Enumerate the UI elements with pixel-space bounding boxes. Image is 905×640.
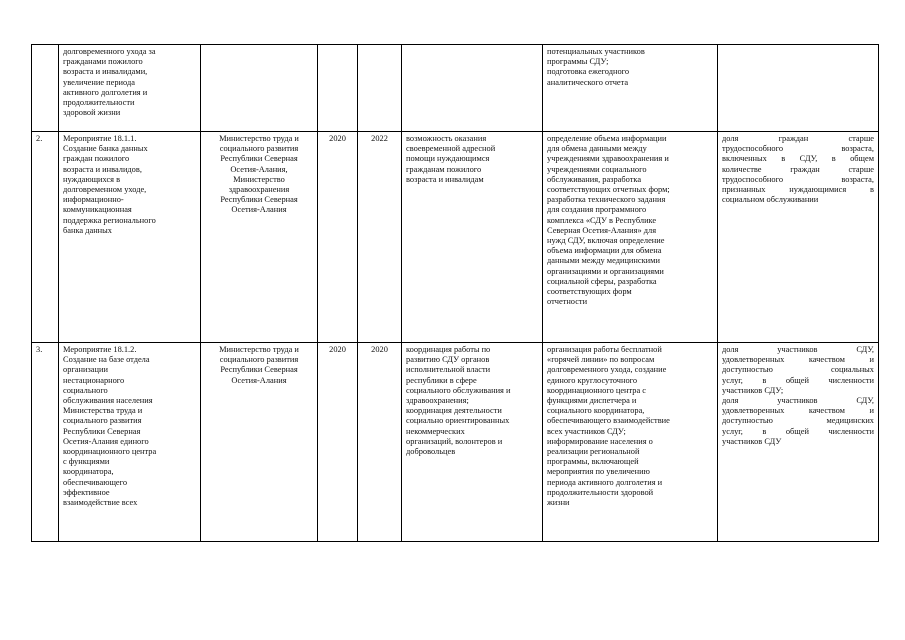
cell-text-line: удовлетворенных качеством и [722, 406, 874, 416]
cell-text-line: Создание банка данных [63, 144, 148, 154]
cell-text-line: здоровой жизни [63, 108, 121, 118]
cell-text-line: информирование населения о [547, 436, 653, 446]
cell-text-line: потенциальных участников [547, 47, 645, 56]
cell-text-line: активного долголетия и [63, 87, 148, 97]
cell-text-line: Республики Северная [220, 154, 298, 164]
cell-text-line: возраста и инвалидам [406, 174, 484, 184]
cell-text-line: соответствующих отчетных форм; [547, 185, 670, 195]
cell-text-line: поддержка регионального [63, 215, 156, 225]
cell-text-line: программы СДУ; [547, 57, 609, 67]
cell-text-line: гражданам пожилого [406, 164, 482, 174]
measure-cell [59, 45, 201, 132]
content-cell [543, 132, 718, 343]
cell-text-line: социального развития [63, 416, 142, 426]
cell-text-line: Создание на базе отдела [63, 355, 150, 365]
cell-text-line: соответствующих форм [547, 287, 632, 297]
cell-text-line: Мероприятие 18.1.2. [63, 345, 137, 354]
cell-text-line: здравоохранения; [406, 396, 469, 406]
cell-text-line: республики в сфере [406, 375, 477, 385]
row-number-cell [32, 45, 59, 132]
cell-text-line: аналитического отчета [547, 77, 629, 87]
cell-text-line: участников СДУ [722, 436, 782, 446]
cell-text-line: доля граждан старше [722, 134, 874, 143]
cell-text-line: граждан пожилого [63, 154, 130, 164]
cell-text-line: обеспечивающего взаимодействие [547, 416, 670, 426]
cell-text-line: удовлетворенных качеством и [722, 355, 874, 365]
table-row [32, 132, 879, 343]
cell-text-line: исполнительной власти [406, 365, 491, 375]
cell-text-line: организациями и организациями [547, 266, 664, 276]
cell-text-line: продолжительности [63, 98, 135, 108]
end-year-cell: 2020 [358, 343, 402, 542]
cell-text-line: включенных в СДУ, в общем [722, 154, 874, 164]
cell-text-line: развитию СДУ органов [406, 355, 490, 365]
cell-text-line: эффективное [63, 487, 110, 497]
cell-text-line: обеспечивающего [63, 477, 128, 487]
cell-text-line: здравоохранения [228, 185, 290, 195]
cell-text-line: определение объема информации [547, 134, 667, 143]
cell-text-line: отчетности [547, 297, 588, 307]
cell-text-line: продолжительности здоровой [547, 487, 654, 497]
cell-text-line: долговременного ухода за [63, 47, 156, 56]
cell-text-line: Министерство труда и [219, 345, 299, 354]
row-number-cell: 2. [32, 132, 59, 343]
executor-cell [201, 132, 318, 343]
cell-text-line: взаимодействие всех [63, 498, 138, 508]
cell-text-line: разработка технического задания [547, 195, 666, 205]
cell-text-line: организаций, волонтеров и [406, 436, 503, 446]
cell-text-line: социально ориентированных [406, 416, 510, 426]
table-row [32, 45, 879, 132]
cell-text-line: социального [63, 385, 108, 395]
cell-text-line: мероприятия по увеличению [547, 467, 650, 477]
cell-text-line: доля участников СДУ, [722, 396, 874, 406]
cell-text-line: нуждающихся в [63, 174, 121, 184]
cell-text-line: реализации региональной [547, 447, 640, 457]
cell-text-line: нужд СДУ, включая определение [547, 236, 665, 246]
cell-text-line: данными между медицинскими [547, 256, 660, 266]
cell-text-line: долговременного ухода, создание [547, 365, 667, 375]
cell-text-line: Министерство труда и [219, 134, 299, 143]
cell-text-line: доступностью медицинских [722, 416, 874, 426]
cell-text-line: Республики Северная [220, 365, 298, 375]
cell-text-line: Министерство [233, 174, 285, 184]
end-year-cell [358, 45, 402, 132]
row-number-cell: 3. [32, 343, 59, 542]
cell-text-line: функциями диспетчера и [547, 396, 637, 406]
start-year-cell: 2020 [318, 343, 358, 542]
cell-text-line: возраста и инвалидами, [63, 67, 148, 77]
cell-text-line: координация деятельности [406, 406, 502, 416]
cell-text-line: доступностью социальных [722, 365, 874, 375]
cell-text-line: организация работы бесплатной [547, 345, 662, 354]
cell-text-line: с функциями [63, 457, 110, 467]
cell-text-line: социального обслуживания и [406, 385, 511, 395]
cell-text-line: Мероприятие 18.1.1. [63, 134, 137, 143]
cell-text-line: Осетия-Алания, [230, 164, 288, 174]
cell-text-line: Республики Северная [63, 426, 141, 436]
cell-text-line: социального развития [219, 355, 299, 365]
cell-text-line: информационно- [63, 195, 124, 205]
indicator-cell [718, 132, 879, 343]
cell-text-line: всех участников СДУ; [547, 426, 626, 436]
cell-text-line: увеличение периода [63, 77, 135, 87]
cell-text-line: социального координатора, [547, 406, 645, 416]
cell-text-line: объема информации для обмена [547, 246, 662, 256]
cell-text-line: координатора, [63, 467, 114, 477]
end-year-cell: 2022 [358, 132, 402, 343]
cell-text-line: социальной сферы, разработка [547, 276, 657, 286]
cell-text-line: обслуживания населения [63, 396, 153, 406]
cell-text-line: своевременной адресной [406, 144, 496, 154]
measure-cell [59, 132, 201, 343]
cell-text-line: учреждениями здравоохранения и [547, 154, 669, 164]
cell-text-line: социального развития [219, 144, 299, 154]
cell-text-line: услуг, в общей численности [722, 426, 874, 436]
cell-text-line: для обмена данными между [547, 144, 647, 154]
cell-text-line: Министерства труда и [63, 406, 143, 416]
measure-cell [59, 343, 201, 542]
cell-text-line: «горячей линии» по вопросам [547, 355, 655, 365]
cell-text-line: периода активного долголетия и [547, 477, 663, 487]
cell-text-line: Осетия-Алания единого [63, 436, 149, 446]
indicator-cell [718, 45, 879, 132]
cell-text-line: Республики Северная [220, 195, 298, 205]
cell-text-line: жизни [547, 498, 570, 508]
executor-cell [201, 45, 318, 132]
expected-result-cell [402, 45, 543, 132]
expected-result-cell [402, 343, 543, 542]
cell-text-line: услуг, в общей численности [722, 375, 874, 385]
executor-cell [201, 343, 318, 542]
cell-text-line: для создания программного [547, 205, 647, 215]
cell-text-line: координационного центра с [547, 385, 647, 395]
start-year-cell [318, 45, 358, 132]
start-year-cell: 2020 [318, 132, 358, 343]
cell-text-line: признанных нуждающимися в [722, 185, 874, 195]
cell-text-line: программы, включающей [547, 457, 639, 467]
cell-text-line: Осетия-Алания [231, 375, 287, 385]
cell-text-line: долговременном уходе, [63, 185, 147, 195]
cell-text-line: учреждениями социального [547, 164, 647, 174]
cell-text-line: гражданами пожилого [63, 57, 143, 67]
cell-text-line: помощи нуждающимся [406, 154, 490, 164]
table-row [32, 343, 879, 542]
cell-text-line: возможность оказания [406, 134, 487, 143]
indicator-cell [718, 343, 879, 542]
cell-text-line: единого круглосуточного [547, 375, 638, 385]
expected-result-cell [402, 132, 543, 343]
cell-text-line: доля участников СДУ, [722, 345, 874, 354]
cell-text-line: некоммерческих [406, 426, 465, 436]
content-cell [543, 45, 718, 132]
cell-text-line: Осетия-Алания [231, 205, 287, 215]
cell-text-line: возраста и инвалидов, [63, 164, 142, 174]
program-measures-table [31, 44, 879, 542]
cell-text-line: нестационарного [63, 375, 125, 385]
cell-text-line: социальном обслуживании [722, 195, 819, 205]
cell-text-line: координация работы по [406, 345, 491, 354]
cell-text-line: трудоспособного возраста, [722, 144, 874, 154]
content-cell [543, 343, 718, 542]
cell-text-line: трудоспособного возраста, [722, 174, 874, 184]
cell-text-line: подготовка ежегодного [547, 67, 630, 77]
cell-text-line: организации [63, 365, 108, 375]
cell-text-line: Северная Осетия-Алания» для [547, 225, 657, 235]
cell-text-line: обслуживания, разработка [547, 174, 642, 184]
cell-text-line: координационного центра [63, 447, 157, 457]
cell-text-line: комплекса «СДУ в Республике [547, 215, 657, 225]
cell-text-line: участников СДУ; [722, 385, 784, 395]
cell-text-line: коммуникационная [63, 205, 132, 215]
cell-text-line: добровольцев [406, 447, 456, 457]
cell-text-line: количестве граждан старше [722, 164, 874, 174]
cell-text-line: банка данных [63, 225, 112, 235]
